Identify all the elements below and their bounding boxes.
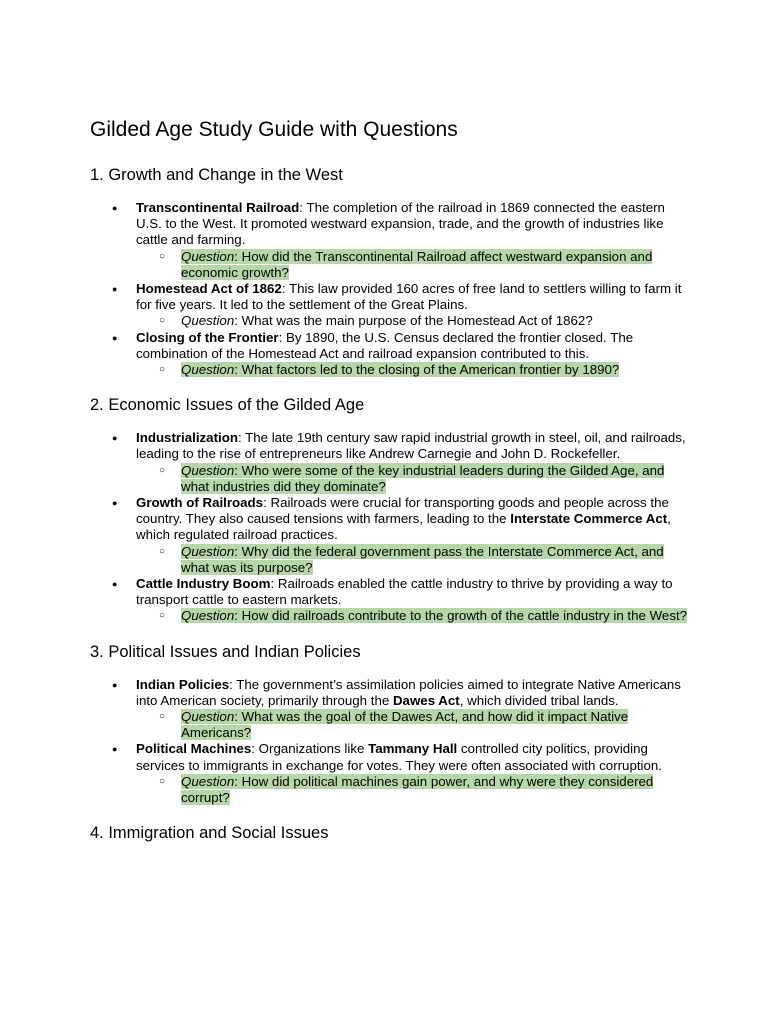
section-heading-4: 4. Immigration and Social Issues bbox=[90, 824, 329, 843]
term-description: : The government’s assimilation policies aimed to integrate Native Americans into American society, primarily through the bbox=[136, 676, 681, 708]
question-text: : How did political machines gain power, and why were they considered corrupt? bbox=[181, 773, 654, 806]
question-item bbox=[181, 774, 688, 806]
question-label: Question bbox=[181, 608, 235, 624]
term-description: : This law provided 160 acres of free land to settlers willing to farm it for five years. It led to the settlement of the Great Plains. bbox=[136, 281, 682, 313]
term: Closing of the Frontier bbox=[136, 329, 279, 345]
term: Growth of Railroads bbox=[136, 495, 264, 511]
question-highlight bbox=[181, 544, 664, 575]
question-item bbox=[181, 709, 688, 741]
question-highlight bbox=[181, 249, 652, 280]
term: Industrialization bbox=[136, 430, 238, 446]
page-title: Gilded Age Study Guide with Questions bbox=[90, 118, 458, 141]
question-label: Question bbox=[181, 773, 235, 789]
list-item bbox=[136, 281, 688, 330]
question-text: : How did the Transcontinental Railroad affect westward expansion and economic growth? bbox=[181, 248, 653, 280]
section-heading-1: 1. Growth and Change in the West bbox=[90, 166, 343, 184]
list-item bbox=[136, 677, 688, 742]
term-description-cont: , which regulated railroad practices. bbox=[136, 511, 671, 543]
question-text: : Why did the federal government pass the Interstate Commerce Act, and what was its purpose? bbox=[181, 543, 664, 575]
term: Indian Policies bbox=[136, 676, 230, 692]
question-item bbox=[181, 362, 688, 378]
question-item bbox=[181, 463, 688, 495]
question-label: Question bbox=[181, 362, 235, 378]
question-label: Question bbox=[181, 248, 235, 264]
term: Homestead Act of 1862 bbox=[136, 281, 282, 297]
term-description: : By 1890, the U.S. Census declared the frontier closed. The combination of the Homestead Act and railroad expansion contributed to this. bbox=[136, 329, 634, 361]
question-text: : What was the main purpose of the Homestead Act of 1862? bbox=[234, 313, 593, 329]
question-label: Question bbox=[181, 709, 235, 725]
question-label: Question bbox=[181, 462, 235, 478]
section-1-list bbox=[90, 200, 688, 378]
list-item bbox=[136, 200, 688, 281]
question-highlight bbox=[181, 774, 653, 805]
section-3-list bbox=[90, 677, 688, 807]
term: Political Machines bbox=[136, 741, 252, 757]
term-secondary: Interstate Commerce Act bbox=[510, 511, 668, 527]
term-description: : Organizations like bbox=[251, 741, 369, 757]
term-description-cont: , which divided tribal lands. bbox=[459, 692, 619, 708]
question-item bbox=[181, 608, 688, 624]
question-label: Question bbox=[181, 543, 235, 559]
question-text: : Who were some of the key industrial leaders during the Gilded Age, and what industries did they dominate? bbox=[181, 462, 665, 494]
section-heading-2: 2. Economic Issues of the Gilded Age bbox=[90, 396, 365, 415]
term-description: : Railroads enabled the cattle industry to thrive by providing a way to transport cattle to eastern markets. bbox=[136, 576, 673, 608]
question-item bbox=[181, 313, 688, 329]
term-secondary: Dawes Act bbox=[392, 692, 460, 708]
term: Cattle Industry Boom bbox=[136, 576, 271, 592]
term-description: : Railroads were crucial for transporting goods and people across the country. They also caused tensions with farmers, leading to the bbox=[136, 495, 669, 527]
list-item bbox=[136, 330, 688, 379]
question-item bbox=[181, 249, 688, 281]
list-item bbox=[136, 741, 688, 806]
question-text: : What was the goal of the Dawes Act, and how did it impact Native Americans? bbox=[181, 709, 629, 741]
question-label: Question bbox=[181, 313, 235, 329]
list-item bbox=[136, 576, 688, 625]
list-item bbox=[136, 430, 688, 495]
question-highlight bbox=[181, 362, 619, 377]
question-highlight bbox=[181, 463, 664, 494]
term: Transcontinental Railroad bbox=[136, 200, 300, 215]
term-description-cont: controlled city politics, providing services to immigrants in exchange for votes. They were often associated with corruption. bbox=[136, 741, 662, 773]
term-secondary: Tammany Hall bbox=[368, 741, 458, 757]
term-description: : The late 19th century saw rapid industrial growth in steel, oil, and railroads, leading to the rise of entrepreneurs like Andrew Carnegie and John D. Rockefeller. bbox=[136, 430, 686, 462]
question-highlight bbox=[181, 608, 687, 623]
question-text: : What factors led to the closing of the American frontier by 1890? bbox=[234, 362, 620, 378]
section-heading-3: 3. Political Issues and Indian Policies bbox=[90, 642, 361, 661]
term-description: : The completion of the railroad in 1869 connected the eastern U.S. to the West. It promoted westward expansion, trade, and the growth of industries like cattle and farming. bbox=[136, 200, 665, 248]
section-2-list bbox=[90, 430, 688, 624]
question-text: : How did railroads contribute to the growth of the cattle industry in the West? bbox=[234, 608, 688, 624]
question-item bbox=[181, 544, 688, 576]
question-highlight bbox=[181, 709, 628, 740]
list-item bbox=[136, 495, 688, 576]
